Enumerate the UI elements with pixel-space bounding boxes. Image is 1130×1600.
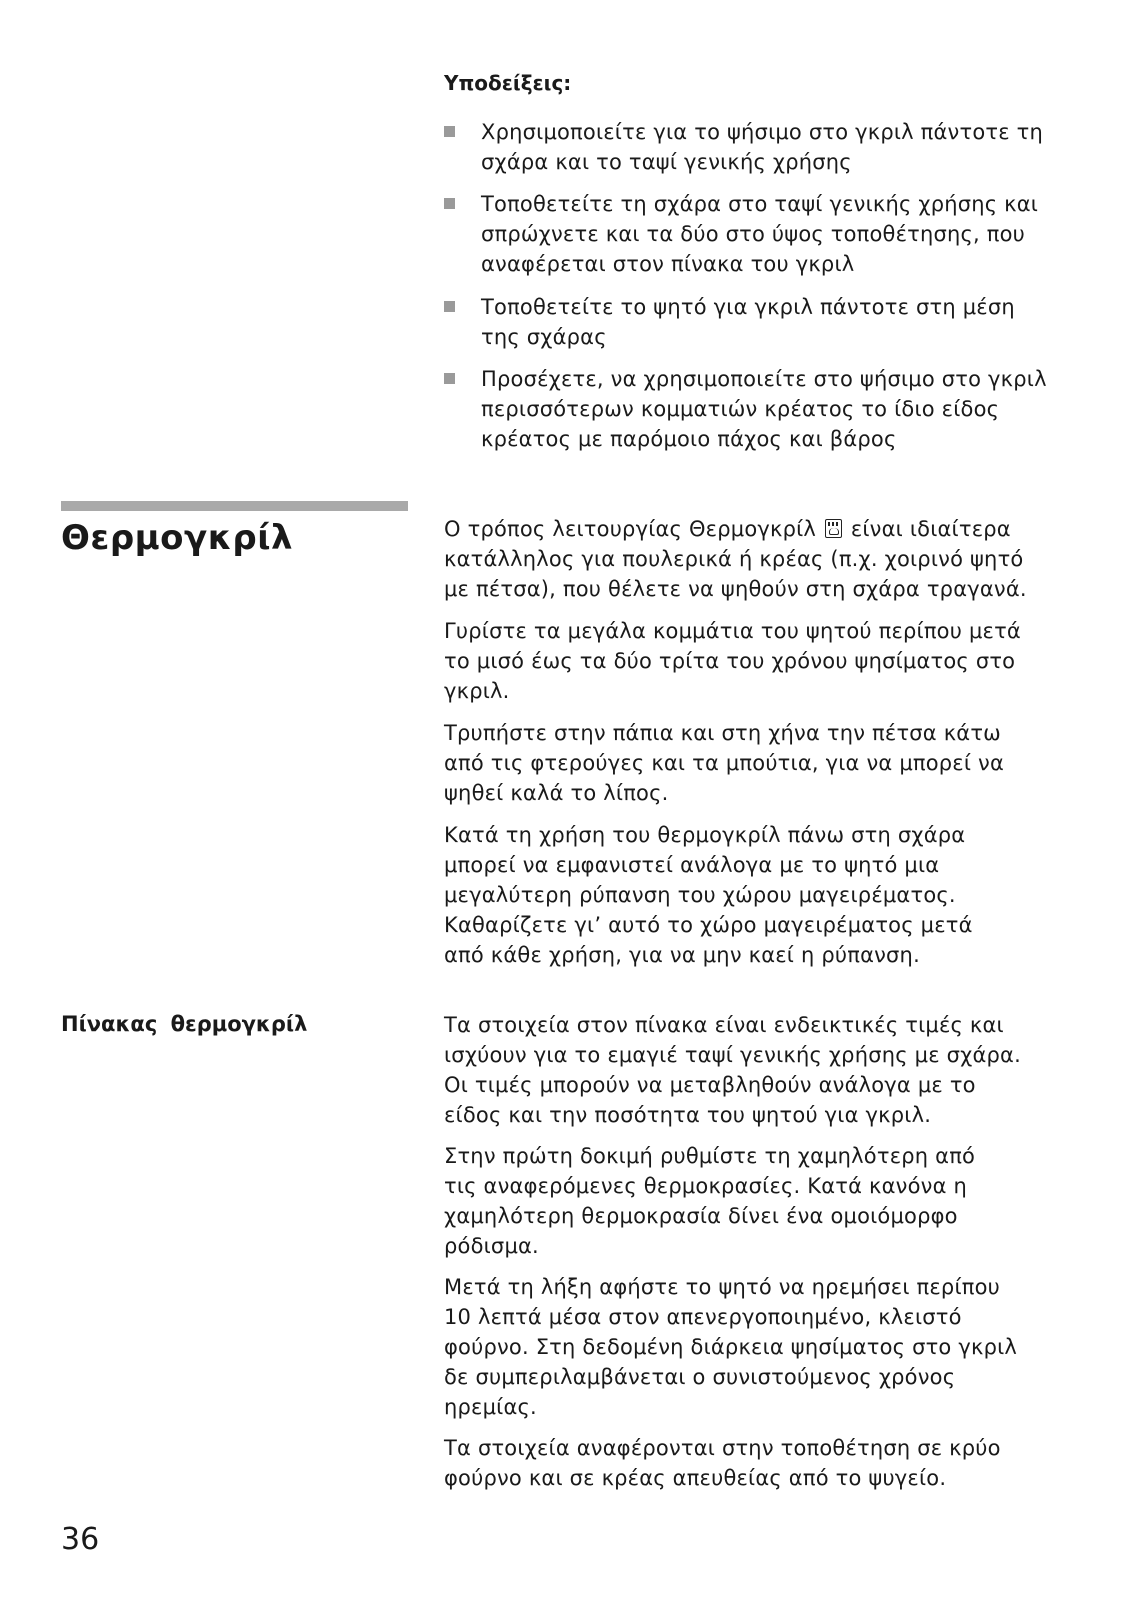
hints-title: Υποδείξεις: [444,71,572,95]
paragraph-line: Μετά τη λήξη αφήστε το ψητό να ηρεμήσει περίπου [444,1275,1000,1299]
section-intro [444,514,1084,604]
paragraph-line: δε συμπεριλαμβάνεται ο συνιστούμενος χρόνος [444,1365,956,1389]
paragraph-line: φούρνο. Στη δεδομένη διάρκεια ψησίματος στο γκριλ [444,1335,1018,1359]
paragraph-line: μεγαλύτερη ρύπανση του χώρου μαγειρέματος. [444,883,956,907]
paragraph-line: Τα στοιχεία στον πίνακα είναι ενδεικτικές τιμές και [444,1013,1004,1037]
paragraph-line: ηρεμίας. [444,1395,537,1419]
bullet-square-icon [444,373,455,384]
grill-fan-icon [825,519,842,538]
hint-line: κρέατος με παρόμοιο πάχος και βάρος [481,427,897,451]
intro-line: με πέτσα), που θέλετε να ψηθούν στη σχάρα τραγανά. [444,577,1027,601]
paragraph [444,1433,1084,1493]
paragraph-line: από τις φτερούγες και τα μπούτια, για να μπορεί να [444,751,1005,775]
table-section-title: Πίνακας θερμογκρίλ [61,1012,308,1036]
page-number: 36 [61,1522,100,1557]
paragraph-line: φούρνο και σε κρέας απευθείας από το ψυγείο. [444,1466,947,1490]
hint-line: Τοποθετείτε τη σχάρα στο ταψί γενικής χρήσης και [481,192,1039,216]
paragraph-line: από κάθε χρήση, για να μην καεί η ρύπανση. [444,943,920,967]
bullet-square-icon [444,126,455,137]
paragraph-line: Τα στοιχεία αναφέρονται στην τοποθέτηση σε κρύο [444,1436,1001,1460]
hint-line: περισσότερων κομματιών κρέατος το ίδιο είδος [481,397,1000,421]
paragraph-line: είδος και την ποσότητα του ψητού για γκριλ. [444,1103,932,1127]
paragraph-line: Στην πρώτη δοκιμή ρυθμίστε τη χαμηλότερη από [444,1144,976,1168]
paragraph-line: Καθαρίζετε γι’ αυτό το χώρο μαγειρέματος μετά [444,913,973,937]
paragraph [444,616,1084,706]
paragraph-line: Τρυπήστε στην πάπια και στη χήνα την πέτσα κάτω [444,721,1001,745]
paragraph-line: μπορεί να εμφανιστεί ανάλογα με το ψητό μια [444,853,940,877]
paragraph-line: ισχύουν για το εμαγιέ ταψί γενικής χρήσης με σχάρα. [444,1043,1021,1067]
paragraph [444,1272,1084,1422]
paragraph-line: το μισό έως τα δύο τρίτα του χρόνου ψησίματος στο [444,649,1016,673]
bullet-square-icon [444,301,455,312]
intro-text-after-icon: είναι ιδιαίτερα [850,517,1011,541]
paragraph-line: 10 λεπτά μέσα στον απενεργοποιημένο, κλειστό [444,1305,962,1329]
paragraph [444,1141,1084,1261]
hint-line: Προσέχετε, να χρησιμοποιείτε στο ψήσιμο στο γκριλ [481,367,1047,391]
intro-line: κατάλληλος για πουλερικά ή κρέας (π.χ. χοιρινό ψητό [444,547,1024,571]
paragraph-line: ρόδισμα. [444,1234,539,1258]
paragraph-line: Οι τιμές μπορούν να μεταβληθούν ανάλογα με το [444,1073,976,1097]
paragraph-line: τις αναφερόμενες θερμοκρασίες. Κατά κανόνα η [444,1174,968,1198]
intro-line [444,514,1084,544]
paragraph-line: γκριλ. [444,679,510,703]
hint-line: σχάρα και το ταψί γενικής χρήσης [481,150,852,174]
paragraph-line: Κατά τη χρήση του θερμογκρίλ πάνω στη σχάρα [444,823,966,847]
paragraph-line: χαμηλότερη θερμοκρασία δίνει ένα ομοιόμορφο [444,1204,958,1228]
section-divider-bar [61,501,408,511]
intro-text-before-icon: Ο τρόπος λειτουργίας Θερμογκρίλ [444,517,817,541]
hint-line: Τοποθετείτε το ψητό για γκριλ πάντοτε στη μέση [481,295,1015,319]
hint-line: Χρησιμοποιείτε για το ψήσιμο στο γκριλ πάντοτε τη [481,120,1044,144]
hint-line: αναφέρεται στον πίνακα του γκριλ [481,252,855,276]
section-title: Θερμογκρίλ [61,518,293,558]
paragraph-line: Γυρίστε τα μεγάλα κομμάτια του ψητού περίπου μετά [444,619,1021,643]
hint-line: της σχάρας [481,325,607,349]
hint-line: σπρώχνετε και τα δύο στο ύψος τοποθέτησης, που [481,222,1026,246]
paragraph [444,820,1084,970]
paragraph [444,1010,1084,1130]
paragraph [444,718,1084,808]
bullet-square-icon [444,198,455,209]
paragraph-line: ψηθεί καλά το λίπος. [444,781,669,805]
